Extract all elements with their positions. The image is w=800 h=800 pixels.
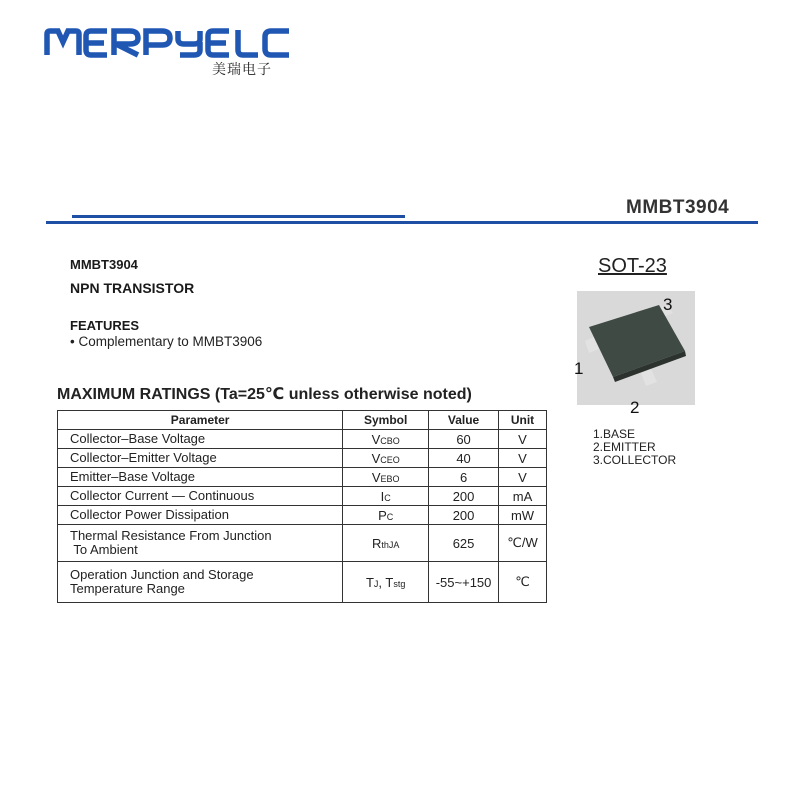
pin-legend-item: 1.BASE — [593, 427, 636, 441]
unit-cell: mW — [499, 506, 547, 525]
value-cell: 200 — [429, 487, 499, 506]
table-row — [58, 449, 547, 468]
symbol-cell — [343, 525, 429, 562]
unit-cell: V — [499, 449, 547, 468]
symbol-cell — [343, 487, 429, 506]
parameter-line: To Ambient — [70, 542, 138, 557]
features-heading: FEATURES — [70, 318, 140, 333]
table-row — [58, 468, 547, 487]
value-cell: 40 — [429, 449, 499, 468]
package-title: SOT-23 — [598, 255, 667, 277]
table-row — [58, 562, 547, 603]
unit-cell: V — [499, 468, 547, 487]
symbol-text: V — [371, 469, 381, 485]
parameter-cell: Collector Current — Continuous — [58, 487, 343, 506]
value-cell: 6 — [429, 468, 499, 487]
symbol-cell — [343, 562, 429, 603]
symbol-subscript: stg — [393, 578, 406, 589]
symbol-text: I — [380, 488, 385, 504]
symbol-subscript: EBO — [380, 473, 400, 484]
value-cell: 60 — [429, 430, 499, 449]
unit-cell: ℃ — [499, 562, 547, 603]
symbol-subscript: CBO — [380, 435, 400, 446]
part-type: NPN TRANSISTOR — [70, 280, 195, 296]
brand-logo-wordmark — [44, 28, 304, 58]
pin-legend — [593, 428, 676, 467]
value-cell: 625 — [429, 525, 499, 562]
ratings-table — [57, 410, 547, 603]
symbol-text: T — [385, 574, 394, 590]
table-row — [58, 430, 547, 449]
brand-subtitle: 美瑞电子 — [212, 62, 272, 78]
symbol-cell — [343, 468, 429, 487]
sot23-package-drawing — [577, 291, 695, 405]
parameter-line: Operation Junction and Storage — [70, 567, 254, 582]
value-cell: 200 — [429, 506, 499, 525]
symbol-subscript: thJA — [381, 539, 400, 550]
parameter-line: Thermal Resistance From Junction — [70, 528, 272, 543]
ratings-heading: MAXIMUM RATINGS (Ta=25℃ unless otherwise noted) — [57, 386, 472, 403]
unit-cell: V — [499, 430, 547, 449]
pin1-number: 1 — [574, 359, 584, 378]
symbol-cell — [343, 449, 429, 468]
symbol-subscript: CEO — [380, 454, 400, 465]
symbol-cell — [343, 506, 429, 525]
symbol-subscript: C — [384, 492, 391, 503]
header-rule — [46, 221, 758, 224]
part-number-title: MMBT3904 — [626, 197, 730, 218]
feature-item: • Complementary to MMBT3906 — [70, 334, 263, 349]
symbol-subscript: J — [373, 578, 379, 589]
pin3-number: 3 — [663, 295, 673, 314]
symbol-text: P — [378, 507, 387, 523]
column-header: Value — [429, 411, 499, 430]
column-header: Unit — [499, 411, 547, 430]
parameter-cell: Emitter–Base Voltage — [58, 468, 343, 487]
table-header-row — [58, 411, 547, 430]
package-body — [589, 305, 685, 377]
symbol-text: R — [371, 535, 382, 551]
table-row — [58, 506, 547, 525]
table-row — [58, 525, 547, 562]
pin-legend-item: 3.COLLECTOR — [593, 453, 677, 467]
pin2-number: 2 — [630, 398, 640, 417]
part-name: MMBT3904 — [70, 257, 138, 272]
column-header: Parameter — [58, 411, 343, 430]
header-rule-accent — [72, 215, 405, 218]
unit-cell: ℃/W — [499, 525, 547, 562]
column-header: Symbol — [343, 411, 429, 430]
parameter-cell — [58, 525, 343, 562]
parameter-cell — [58, 562, 343, 603]
unit-cell: mA — [499, 487, 547, 506]
pin-legend-item: 2.EMITTER — [593, 440, 656, 454]
symbol-text: T — [365, 574, 374, 590]
parameter-line: Temperature Range — [70, 581, 185, 596]
parameter-cell: Collector–Emitter Voltage — [58, 449, 343, 468]
parameter-cell: Collector Power Dissipation — [58, 506, 343, 525]
symbol-text: V — [371, 450, 381, 466]
symbol-subscript: C — [386, 511, 394, 522]
parameter-cell: Collector–Base Voltage — [58, 430, 343, 449]
table-row — [58, 487, 547, 506]
symbol-separator: , — [378, 574, 386, 590]
symbol-cell — [343, 430, 429, 449]
symbol-text: V — [371, 431, 381, 447]
value-cell: -55~+150 — [429, 562, 499, 603]
